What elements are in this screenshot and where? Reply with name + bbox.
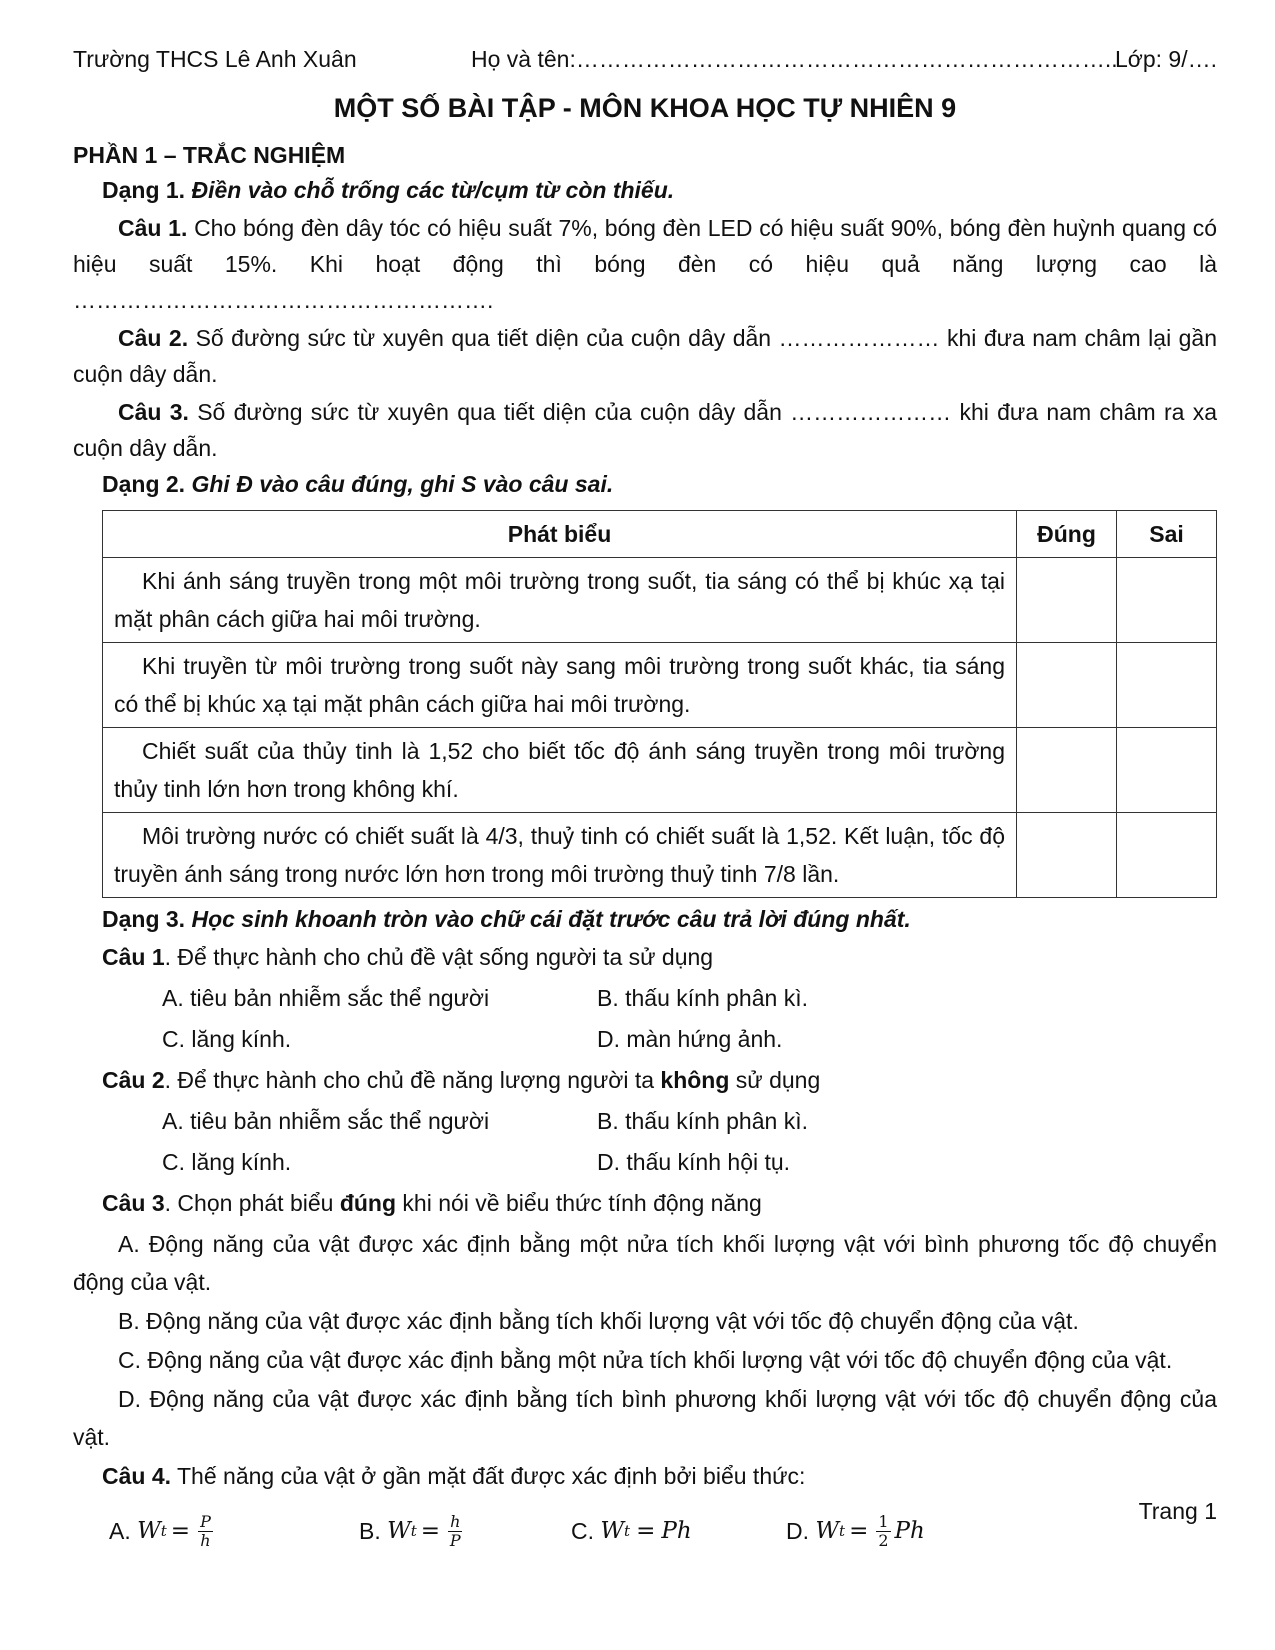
true-answer-box[interactable] [1017, 643, 1117, 728]
option-b[interactable]: B. thấu kính phân kì. [597, 985, 808, 1011]
formula-sub: t [839, 1522, 846, 1540]
question-label: Câu 2. [118, 325, 189, 351]
option-a[interactable]: A. tiêu bản nhiễm sắc thể người [162, 1108, 490, 1134]
student-name-field: Họ và tên:…………………………………………………………….. [471, 46, 1118, 72]
false-answer-box[interactable] [1117, 728, 1217, 813]
option-letter: B. [359, 1517, 381, 1544]
option-a[interactable]: A. Động năng của vật được xác định bằng một nửa tích khối lượng vật với bình phương tốc độ chuyển động của vật. [73, 1231, 1217, 1295]
document-page [73, 40, 1217, 1561]
true-answer-box[interactable] [1017, 813, 1117, 898]
option-b[interactable] [359, 1513, 571, 1550]
formula-equals: = [636, 1518, 656, 1544]
mc-question-3 [102, 1183, 1217, 1224]
dang1-label: Dạng 1. [102, 177, 186, 203]
table-row [103, 813, 1217, 898]
statement-cell: Chiết suất của thủy tinh là 1,52 cho biết tốc độ ánh sáng truyền trong môi trường thủy tinh lớn hơn trong không khí. [103, 728, 1017, 813]
dang3-label: Dạng 3. [102, 906, 186, 932]
question-text: Số đường sức từ xuyên qua tiết diện của cuộn dây dẫn ………………… khi đưa nam châm lại gần cuộn dây dẫn. [73, 325, 1218, 387]
mc-question-4 [102, 1456, 1217, 1497]
table-row [103, 643, 1217, 728]
true-answer-box[interactable] [1017, 558, 1117, 643]
option-d[interactable]: D. thấu kính hội tụ. [597, 1149, 791, 1175]
formula-rhs: Ph [894, 1518, 925, 1544]
numerator: 1 [878, 1511, 889, 1531]
option-d[interactable]: D. màn hứng ảnh. [597, 1026, 783, 1052]
formula-w: W [137, 1518, 161, 1544]
part-heading: PHẦN 1 – TRẮC NGHIỆM [73, 142, 346, 168]
section-dang2 [102, 466, 1217, 502]
emphasis-text: đúng [339, 1190, 397, 1216]
true-false-table [102, 510, 1217, 898]
formula-equals: = [849, 1518, 869, 1544]
fill-question-3 [73, 394, 1217, 466]
false-answer-box[interactable] [1117, 643, 1217, 728]
true-answer-box[interactable] [1017, 728, 1117, 813]
mc-question-2 [102, 1060, 1217, 1101]
fill-question-2 [73, 320, 1217, 392]
option-c[interactable] [571, 1518, 786, 1545]
denominator: P [449, 1530, 461, 1550]
question-text: sử dụng [729, 1067, 821, 1093]
option-c[interactable]: C. lăng kính. [162, 1149, 292, 1175]
option-d[interactable] [786, 1513, 925, 1550]
question-label: Câu 1 [102, 944, 165, 970]
options-row [162, 1101, 1217, 1142]
table-row [103, 558, 1217, 643]
question-text: . Để thực hành cho chủ đề năng lượng người ta [164, 1067, 661, 1093]
class-field: Lớp: 9/…. [1114, 46, 1217, 72]
formula-options-row [109, 1501, 1217, 1561]
column-false: Sai [1117, 511, 1217, 558]
option-b[interactable]: B. thấu kính phân kì. [597, 1108, 808, 1134]
question-text: . Chọn phát biểu [164, 1190, 340, 1216]
options-row [162, 1142, 1217, 1183]
question-label: Câu 3. [118, 399, 189, 425]
option-b[interactable]: B. Động năng của vật được xác định bằng tích khối lượng vật với tốc độ chuyển động của vật. [118, 1308, 1079, 1334]
false-answer-box[interactable] [1117, 558, 1217, 643]
emphasis-text: không [660, 1067, 730, 1093]
section-dang1 [102, 172, 1217, 208]
column-true: Đúng [1017, 511, 1117, 558]
formula-w: W [815, 1518, 840, 1544]
question-text: . Để thực hành cho chủ đề vật sống người ta sử dụng [164, 944, 714, 970]
fill-question-1 [73, 210, 1217, 318]
formula-equals: = [420, 1518, 441, 1544]
denominator: 2 [878, 1530, 889, 1550]
question-text: Cho bóng đèn dây tóc có hiệu suất 7%, bóng đèn LED có hiệu suất 90%, bóng đèn huỳnh quang có hiệu suất 15%. Khi hoạt động thì bóng đèn có hiệu quả năng lượng cao là ………………………………………………. [73, 215, 1218, 313]
formula-sub: t [160, 1522, 167, 1540]
table-row [103, 728, 1217, 813]
option-letter: A. [109, 1517, 131, 1544]
statement-cell: Môi trường nước có chiết suất là 4/3, thuỷ tinh có chiết suất là 1,52. Kết luận, tốc độ truyền ánh sáng trong nước lớn hơn trong môi trường thuỷ tinh 7/8 lần. [103, 813, 1017, 898]
denominator: h [200, 1530, 211, 1550]
dang2-label: Dạng 2. [102, 471, 186, 497]
option-c[interactable]: C. lăng kính. [162, 1026, 292, 1052]
option-letter: C. [571, 1517, 594, 1544]
question-label: Câu 2 [102, 1067, 165, 1093]
document-header [73, 40, 1217, 80]
table-header-row [103, 511, 1217, 558]
option-c[interactable]: C. Động năng của vật được xác định bằng một nửa tích khối lượng vật với tốc độ chuyển động của vật. [118, 1347, 1173, 1373]
formula-w: W [600, 1518, 625, 1544]
section-dang3 [102, 901, 1217, 937]
column-statement: Phát biểu [103, 511, 1017, 558]
dang2-instruction: Ghi Đ vào câu đúng, ghi S vào câu sai. [191, 471, 614, 497]
formula-sub: t [624, 1522, 631, 1540]
question-text: khi nói về biểu thức tính động năng [396, 1190, 762, 1216]
options-row [162, 978, 1217, 1019]
question-label: Câu 1. [118, 215, 188, 241]
fraction [448, 1513, 462, 1550]
numerator: P [200, 1511, 211, 1531]
numerator: h [450, 1511, 461, 1531]
fraction [198, 1513, 213, 1550]
question-text: Thế năng của vật ở gần mặt đất được xác định bởi biểu thức: [171, 1463, 806, 1489]
mc-question-1 [102, 937, 1217, 978]
options-row [162, 1019, 1217, 1060]
page-number: Trang 1 [1138, 1498, 1217, 1524]
question-label: Câu 3 [102, 1190, 165, 1216]
school-name: Trường THCS Lê Anh Xuân [73, 46, 357, 72]
formula-rhs: Ph [661, 1518, 692, 1544]
dang1-instruction: Điền vào chỗ trống các từ/cụm từ còn thiếu. [191, 177, 675, 203]
option-a[interactable]: A. tiêu bản nhiễm sắc thể người [162, 985, 490, 1011]
question-text: Số đường sức từ xuyên qua tiết diện của cuộn dây dẫn ………………… khi đưa nam châm ra xa cuộn dây dẫn. [73, 399, 1217, 461]
statement-cell: Khi ánh sáng truyền trong một môi trường trong suốt, tia sáng có thể bị khúc xạ tại mặt phân cách giữa hai môi trường. [103, 558, 1017, 643]
page-title: MỘT SỐ BÀI TẬP - MÔN KHOA HỌC TỰ NHIÊN 9 [333, 93, 957, 123]
formula-equals: = [170, 1518, 191, 1544]
question-label: Câu 4. [102, 1463, 172, 1489]
statement-cell: Khi truyền từ môi trường trong suốt này sang môi trường trong suốt khác, tia sáng có thể bị khúc xạ tại mặt phân cách giữa hai môi trường. [103, 643, 1017, 728]
formula-w: W [387, 1518, 411, 1544]
formula-sub: t [410, 1522, 417, 1540]
option-a[interactable] [109, 1513, 359, 1550]
fraction [876, 1513, 890, 1550]
option-d[interactable]: D. Động năng của vật được xác định bằng tích bình phương khối lượng vật với tốc độ chuyển động của vật. [73, 1386, 1217, 1450]
dang3-instruction: Học sinh khoanh tròn vào chữ cái đặt trước câu trả lời đúng nhất. [191, 906, 911, 932]
option-letter: D. [786, 1517, 809, 1544]
false-answer-box[interactable] [1117, 813, 1217, 898]
